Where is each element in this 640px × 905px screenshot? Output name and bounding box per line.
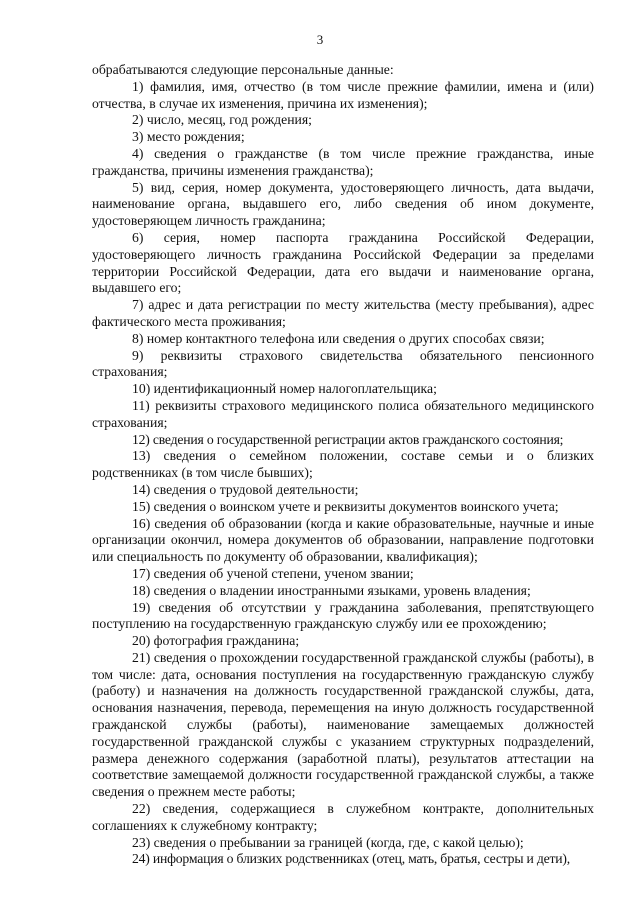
list-item-5: 5) вид, серия, номер документа, удостоверяющего личность, дата выдачи, наименование органа, выдавшего его, либо сведения об ином документе, удостоверяющем личность гражданина; <box>92 179 594 229</box>
list-item-19: 19) сведения об отсутствии у гражданина заболевания, препятствующего поступлению на государственную гражданскую службу или ее прохождению; <box>92 599 594 632</box>
list-item-17: 17) сведения об ученой степени, ученом звании; <box>132 565 414 581</box>
list-item-11: 11) реквизиты страхового медицинского полиса обязательного медицинского страхования; <box>92 397 594 430</box>
list-item-23: 23) сведения о пребывании за границей (когда, где, с какой целью); <box>132 834 524 850</box>
list-item-20: 20) фотография гражданина; <box>132 633 300 649</box>
list-item-14: 14) сведения о трудовой деятельности; <box>132 481 359 497</box>
list-item-15: 15) сведения о воинском учете и реквизиты документов воинского учета; <box>132 498 559 514</box>
list-item-21: 21) сведения о прохождении государственной гражданской службы (работы), в том числе: дата, основания поступления на государственную гражданскую службу (работу) и назначения на должность государственной гражданской службы, дата, основания назначения, перевода, перемещения на иную должность государственной гражданской службы (работы), наименование замещаемых должностей государственной гражданской службы с указанием структурных подразделений, размера денежного содержания (заработной платы), результатов аттестации на соответствие замещаемой должности государственной гражданской службы, а также сведения о прежнем месте работы; <box>92 649 594 800</box>
list-item-8: 8) номер контактного телефона или сведения о других способах связи; <box>132 330 545 346</box>
list-item-10: 10) идентификационный номер налогоплательщика; <box>132 381 437 397</box>
list-item-2: 2) число, месяц, год рождения; <box>132 112 312 128</box>
list-item-18: 18) сведения о владении иностранными языками, уровень владения; <box>132 582 531 598</box>
intro-paragraph: обрабатываются следующие персональные данные: <box>92 62 394 77</box>
list-item-1: 1) фамилия, имя, отчество (в том числе прежние фамилии, имена и (или) отчества, в случае их изменения, причина их изменения); <box>92 78 594 111</box>
list-item-6: 6) серия, номер паспорта гражданина Российской Федерации, удостоверяющего личность гражданина Российской Федерации за пределами территории Российской Федерации, дата его выдачи и наименование органа, выдавшего его; <box>92 229 594 296</box>
list-item-9: 9) реквизиты страхового свидетельства обязательного пенсионного страхования; <box>92 347 594 380</box>
document-body <box>92 62 594 868</box>
page-number: 3 <box>316 32 324 47</box>
list-item-7: 7) адрес и дата регистрации по месту жительства (месту пребывания), адрес фактического места проживания; <box>92 297 594 329</box>
list-item-22: 22) сведения, содержащиеся в служебном контракте, дополнительных соглашениях к служебному контракту; <box>92 801 594 833</box>
list-item-24: 24) информация о близких родственниках (отец, мать, братья, сестры и дети), <box>132 851 571 867</box>
list-item-13: 13) сведения о семейном положении, составе семьи и о близких родственниках (в том числе бывших); <box>92 448 594 481</box>
list-item-3: 3) место рождения; <box>132 129 245 145</box>
list-item-12: 12) сведения о государственной регистрации актов гражданского состояния; <box>132 431 564 447</box>
list-item-16: 16) сведения об образовании (когда и какие образовательные, научные и иные организации окончил, номера документов об образовании, направление подготовки или специальность по документу об образовании, квалификация); <box>92 515 594 565</box>
list-item-4: 4) сведения о гражданстве (в том числе прежние гражданства, иные гражданства, причины изменения гражданства); <box>92 145 594 178</box>
